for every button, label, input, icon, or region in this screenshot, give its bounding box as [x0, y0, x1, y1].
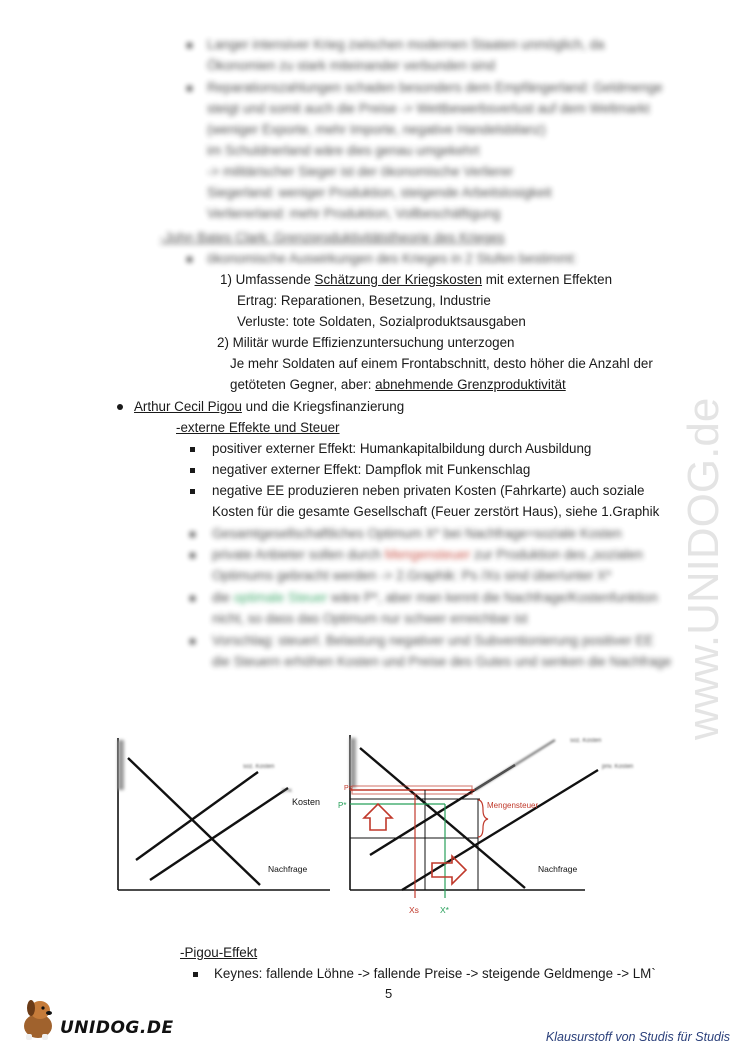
- blurred-label: soz. Kosten: [243, 764, 275, 770]
- bullet: [190, 489, 195, 494]
- kosten-label: Kosten: [292, 797, 321, 807]
- text-line: [212, 589, 658, 607]
- pigou-effekt-bullet: Keynes: fallende Löhne -> fallende Preise -> steigende Geldmenge -> LM`: [214, 966, 656, 981]
- blurred-marker: [118, 740, 124, 790]
- clark-verluste: Verluste: tote Soldaten, Sozialproduktsausgaben: [237, 314, 526, 329]
- underlined-text: -Pigou-Effekt: [180, 945, 258, 960]
- underlined-text: Schätzung der Kriegskosten: [314, 272, 483, 287]
- text: wäre P*, aber man kennt die Nachfrage/Kostenfunktion: [327, 590, 658, 605]
- text: mit externen Effekten: [482, 272, 613, 287]
- pigou-effekt-heading: [180, 944, 257, 962]
- up-arrow-icon: [364, 804, 392, 830]
- underlined-text: abnehmende Grenzproduktivität: [375, 377, 566, 392]
- clark-item-2: 2) Militär wurde Effizienzuntersuchung unterzogen: [217, 335, 515, 350]
- mengensteuer-label: Mengensteuer: [487, 801, 539, 810]
- bullet: [187, 43, 192, 48]
- blurred-marker: [350, 738, 356, 788]
- clark-ertrag: Ertrag: Reparationen, Besetzung, Industrie: [237, 293, 491, 308]
- text-line: nicht, so dass das Optimum nur schwer erreichbar ist: [212, 611, 528, 626]
- text: private Anbieter sollen durch: [212, 547, 385, 562]
- text-line: Vorschlag: steuerl. Belastung negativer und Subventionierung positiver EE: [212, 633, 654, 648]
- text-line: Siegerland: weniger Produktion, steigende Arbeitslosigkeit: [207, 185, 552, 200]
- bullet: [190, 639, 195, 644]
- graph-1: [110, 720, 330, 900]
- soz-kosten-curve: [136, 772, 258, 860]
- green-text: optimale Steuer: [233, 590, 328, 605]
- blurred-label: priv. Kosten: [602, 764, 634, 770]
- pigou-bullet-3b: Kosten für die gesamte Gesellschaft (Feuer zerstört Haus), siehe 1.Graphik: [212, 504, 660, 519]
- clark-line-4: [230, 376, 566, 394]
- nachfrage-label: Nachfrage: [268, 864, 308, 874]
- text-line: steigt und somit auch die Preise -> Wettbewerbsverlust auf dem Weltmarkt: [207, 101, 650, 116]
- text-line: Gesamtgesellschaftliches Optimum X* bei Nachfrage=soziale Kosten: [212, 526, 622, 541]
- bullet: [190, 596, 195, 601]
- pstar-label: P*: [338, 801, 347, 810]
- bullet: [190, 532, 195, 537]
- text-line: -John Bates Clark: Grenzproduktivitätstheorie des Krieges: [160, 230, 505, 245]
- text-line: ökonomische Auswirkungen des Krieges in 2 Stufen bestimmt:: [207, 251, 577, 266]
- nachfrage-curve: [360, 748, 525, 888]
- pigou-bullet-1: positiver externer Effekt: Humankapitalbildung durch Ausbildung: [212, 441, 592, 456]
- bullet: [187, 257, 192, 262]
- watermark-text: www.UNIDOG.de: [679, 397, 728, 740]
- text: zur Produktion des „sozialen: [470, 547, 643, 562]
- nachfrage-curve: [128, 758, 260, 885]
- blurred-label: soz. Kosten: [570, 738, 602, 744]
- text: und die Kriegsfinanzierung: [241, 399, 405, 414]
- pigou-heading: [134, 398, 404, 416]
- bullet: [190, 553, 195, 558]
- footer-brand: UNIDOG.DE: [60, 1018, 174, 1038]
- text-line: Langer intensiver Krieg zwischen modernen Staaten unmöglich, da: [207, 37, 605, 52]
- dog-logo-icon: [18, 996, 60, 1042]
- ps-label: Ps: [344, 785, 353, 792]
- text: die: [212, 590, 234, 605]
- text-line: die Steuern erhöhen Kosten und Preise des Gutes und senken die Nachfrage: [212, 654, 672, 669]
- footer-tagline: Klausurstoff von Studis für Studis: [545, 1030, 730, 1044]
- text-line: [212, 546, 643, 564]
- nachfrage-label: Nachfrage: [538, 864, 578, 874]
- clark-line-3: Je mehr Soldaten auf einem Frontabschnitt, desto höher die Anzahl der: [230, 356, 653, 371]
- text-line: Verliererland: mehr Produktion, Vollbeschäftigung: [207, 206, 501, 221]
- pigou-subheading: -externe Effekte und Steuer: [176, 420, 340, 435]
- bullet: [193, 972, 198, 977]
- red-text: Mengensteuer: [384, 547, 471, 562]
- text-line: Ökonomien zu stark miteinander verbunden sind: [207, 58, 496, 73]
- text: 1) Umfassende: [220, 272, 315, 287]
- watermark: [648, 270, 748, 750]
- text-line: Optimums gebracht werden -> 2.Graphik: Ps /Xs sind über/unter X*: [212, 568, 612, 583]
- clark-item-1: [220, 271, 612, 289]
- bullet: [190, 447, 195, 452]
- text-line: Reparationszahlungen schaden besonders dem Empfängerland: Geldmenge: [207, 80, 663, 95]
- graph-2: [340, 720, 640, 945]
- pigou-bullet-3a: negative EE produzieren neben privaten Kosten (Fahrkarte) auch soziale: [212, 483, 645, 498]
- xstar-label: X*: [440, 905, 449, 915]
- text-line: im Schuldnerland wäre dies genau umgekehrt: [207, 143, 480, 158]
- blurred-label: priv.: [282, 788, 293, 794]
- text-line: -> militärischer Sieger ist der ökonomische Verlierer: [207, 164, 514, 179]
- underlined-text: Arthur Cecil Pigou: [134, 399, 242, 414]
- xs-label: Xs: [409, 905, 419, 915]
- bullet: [117, 404, 123, 410]
- text: getöteten Gegner, aber:: [230, 377, 376, 392]
- page-number: 5: [385, 986, 393, 1001]
- text-line: (weniger Exporte, mehr Importe, negative Handelsbilanz): [207, 122, 546, 137]
- blurred-curve: [475, 740, 555, 790]
- bullet: [190, 468, 195, 473]
- bullet: [187, 86, 192, 91]
- pigou-bullet-2: negativer externer Effekt: Dampflok mit Funkenschlag: [212, 462, 531, 477]
